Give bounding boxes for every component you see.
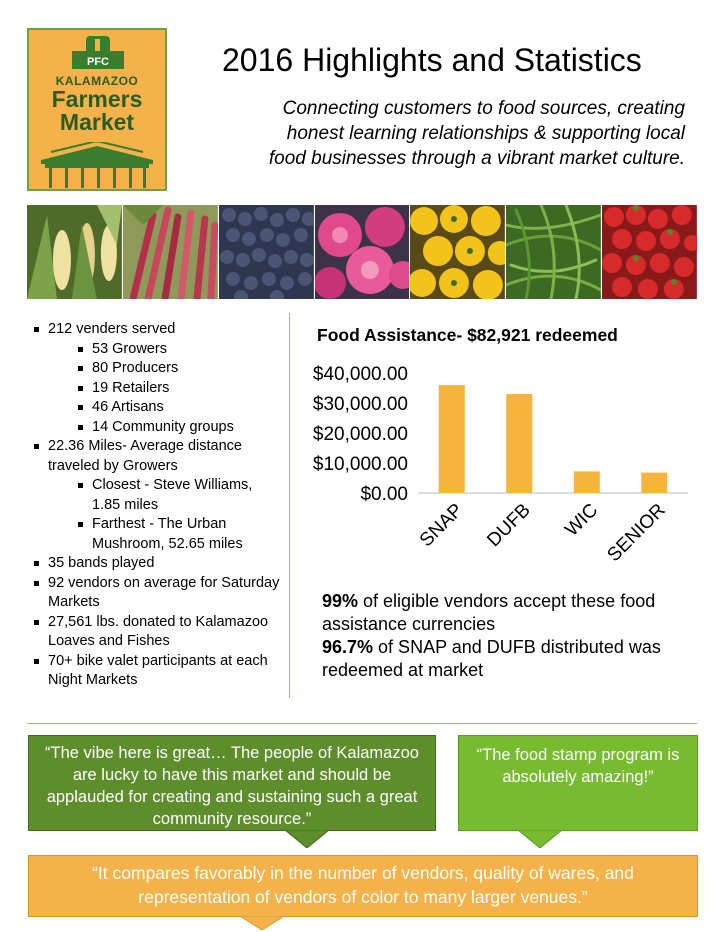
list-item: 35 bands played	[34, 554, 284, 574]
bar-wic	[574, 471, 600, 493]
pfc-label: PFC	[87, 56, 109, 68]
produce-photo-strip	[27, 205, 697, 299]
quote-bubble-food-stamp: “The food stamp program is absolutely amazing!”	[458, 735, 698, 831]
bar-snap	[439, 385, 465, 493]
bar-dufb	[506, 394, 532, 493]
quote-pointer	[518, 830, 562, 848]
chart-title: Food Assistance- $82,921 redeemed	[317, 325, 618, 345]
strawberries-icon	[602, 205, 697, 299]
x-tick-label: SENIOR	[603, 499, 670, 567]
kalamazoo-farmers-market-logo	[27, 28, 167, 191]
facts	[322, 590, 697, 682]
list-item: 14 Community groups	[78, 418, 284, 438]
quote-pointer	[240, 916, 284, 930]
y-tick-label: $40,000.00	[312, 364, 408, 385]
statistics-list	[34, 320, 284, 691]
logo-farmers: Farmers	[51, 86, 143, 112]
list-item: 27,561 lbs. donated to Kalamazoo Loaves and Fishes	[34, 613, 284, 652]
x-tick-label: DUFB	[483, 499, 535, 552]
quote-bubble-compares: “It compares favorably in the number of vendors, quality of wares, and representation of vendors of color to many larger venues.”	[28, 855, 698, 917]
list-item: 19 Retailers	[78, 379, 284, 399]
vertical-divider	[289, 313, 290, 698]
quote-bubble-vibe: “The vibe here is great… The people of Kalamazoo are lucky to have this market and should be applauded for creating and sustaining such a great community resource.”	[28, 735, 436, 831]
fact-redeemed: 96.7% of SNAP and DUFB distributed was redeemed at market	[322, 637, 661, 680]
list-item: 92 vendors on average for Saturday Markets	[34, 574, 284, 613]
green-beans-icon	[506, 205, 601, 299]
corn-icon	[27, 205, 122, 299]
x-tick-label: WIC	[561, 499, 603, 541]
list-item: 212 venders served 53 Growers 80 Producers 19 Retailers 46 Artisans 14 Community groups	[34, 320, 284, 437]
logo-kalamazoo: KALAMAZOO	[55, 74, 139, 88]
y-tick-label: $0.00	[360, 484, 408, 505]
y-tick-label: $10,000.00	[312, 454, 408, 475]
rhubarb-icon	[123, 205, 218, 299]
logo-market: Market	[59, 109, 135, 135]
y-tick-label: $30,000.00	[312, 394, 408, 415]
list-item: Farthest - The Urban Mushroom, 52.65 miles	[78, 515, 284, 554]
blueberries-icon	[219, 205, 314, 299]
y-tick-label: $20,000.00	[312, 424, 408, 445]
list-item: 22.36 Miles- Average distance traveled by Growers Closest - Steve Williams, 1.85 miles Farthest - The Urban Mushroom, 52.65 miles	[34, 437, 284, 554]
quote-pointer	[285, 830, 329, 848]
pfc-badge	[72, 36, 124, 70]
bar-senior	[641, 473, 667, 493]
peonies-icon	[315, 205, 410, 299]
list-item: 70+ bike valet participants at each Night Markets	[34, 652, 284, 691]
list-item: 80 Producers	[78, 359, 284, 379]
list-item: 53 Growers	[78, 340, 284, 360]
list-item: 46 Artisans	[78, 398, 284, 418]
page-title: 2016 Highlights and Statistics	[222, 42, 642, 78]
logo-farmers-market	[29, 88, 165, 134]
market-canopy-icon	[37, 142, 157, 188]
fact-vendors-accept: 99% of eligible vendors accept these food assistance currencies	[322, 591, 656, 634]
list-item: Closest - Steve Williams, 1.85 miles	[78, 476, 284, 515]
yellow-tomatoes-icon	[410, 205, 505, 299]
tagline: Connecting customers to food sources, creating honest learning relationships & supporting local food businesses through a vibrant market culture.	[268, 98, 685, 169]
food-assistance-bar-chart	[296, 355, 696, 585]
x-tick-label: SNAP	[415, 499, 468, 552]
horizontal-divider	[27, 723, 697, 724]
